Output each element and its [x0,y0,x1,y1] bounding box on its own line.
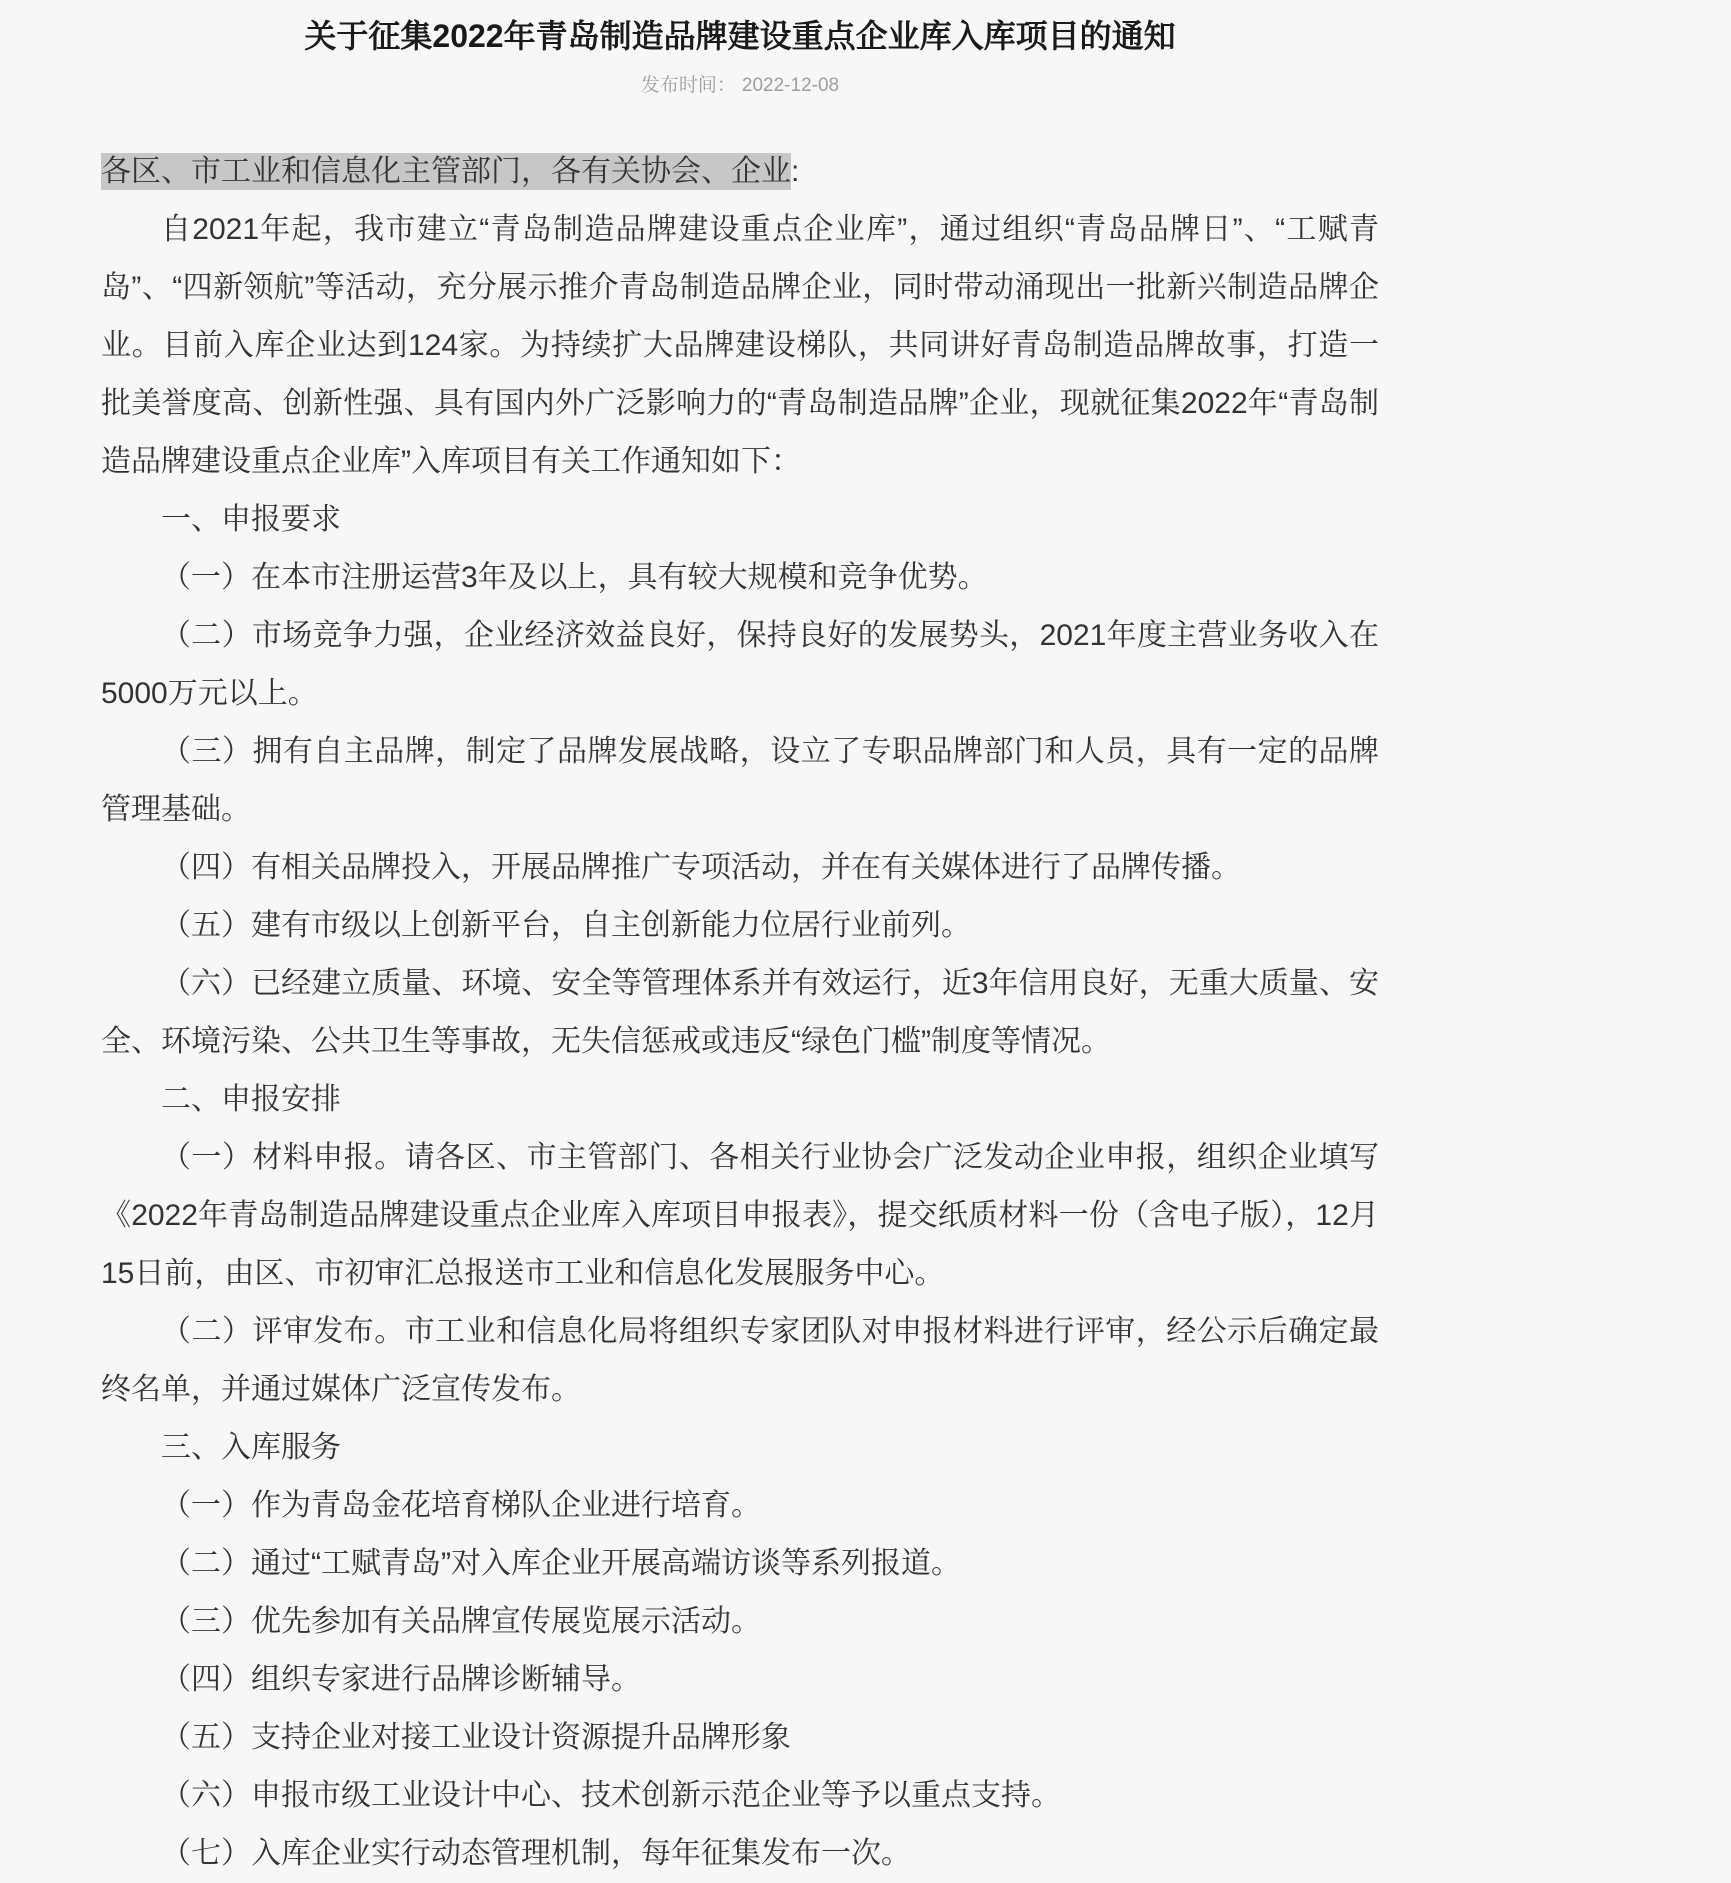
notice-body [101,143,1379,1883]
section-heading-arrangement: 二、申报安排 [161,1082,341,1116]
page-title: 关于征集2022年青岛制造品牌建设重点企业库入库项目的通知 [304,18,1176,54]
section-heading-services: 三、入库服务 [161,1430,341,1464]
notice-content [101,0,1379,1883]
publish-date-line [101,70,1379,97]
service-item-6: （六）申报市级工业设计中心、技术创新示范企业等予以重点支持。 [161,1778,1061,1812]
requirement-item-5: （五）建有市级以上创新平台，自主创新能力位居行业前列。 [161,908,971,942]
salutation [101,143,1379,201]
service-item-5: （五）支持企业对接工业设计资源提升品牌形象 [161,1720,791,1754]
publish-date-value: 2022-12-08 [741,74,840,96]
salutation-colon: : [791,154,800,188]
salutation-highlight: 各区、市工业和信息化主管部门，各有关协会、企业 [101,154,791,188]
requirement-item-3: （三）拥有自主品牌，制定了品牌发展战略，设立了专职品牌部门和人员，具有一定的品牌管理基础。 [101,734,1379,826]
service-item-2: （二）通过“工赋青岛”对入库企业开展高端访谈等系列报道。 [161,1546,961,1580]
arrangement-item-2: （二）评审发布。市工业和信息化局将组织专家团队对申报材料进行评审，经公示后确定最终名单，并通过媒体广泛宣传发布。 [101,1314,1379,1406]
requirement-item-1: （一）在本市注册运营3年及以上，具有较大规模和竞争优势。 [161,560,988,594]
service-item-7: （七）入库企业实行动态管理机制，每年征集发布一次。 [161,1836,911,1870]
publish-date-label: 发布时间： [640,74,736,96]
requirement-item-6: （六）已经建立质量、环境、安全等管理体系并有效运行，近3年信用良好，无重大质量、安全、环境污染、公共卫生等事故，无失信惩戒或违反“绿色门槛”制度等情况。 [101,966,1379,1058]
requirement-item-4: （四）有相关品牌投入，开展品牌推广专项活动，并在有关媒体进行了品牌传播。 [161,850,1241,884]
requirement-item-2: （二）市场竞争力强，企业经济效益良好，保持良好的发展势头，2021年度主营业务收入在5000万元以上。 [101,618,1379,710]
service-item-3: （三）优先参加有关品牌宣传展览展示活动。 [161,1604,761,1638]
service-item-4: （四）组织专家进行品牌诊断辅导。 [161,1662,641,1696]
arrangement-item-1: （一）材料申报。请各区、市主管部门、各相关行业协会广泛发动企业申报，组织企业填写《2022年青岛制造品牌建设重点企业库入库项目申报表》，提交纸质材料一份（含电子版），12月15日前，由区、市初审汇总报送市工业和信息化发展服务中心。 [101,1140,1379,1290]
section-heading-requirements: 一、申报要求 [161,502,341,536]
paragraph-intro: 自2021年起，我市建立“青岛制造品牌建设重点企业库”，通过组织“青岛品牌日”、“工赋青岛”、“四新领航”等活动，充分展示推介青岛制造品牌企业，同时带动涌现出一批新兴制造品牌企业。目前入库企业达到124家。为持续扩大品牌建设梯队，共同讲好青岛制造品牌故事，打造一批美誉度高、创新性强、具有国内外广泛影响力的“青岛制造品牌”企业，现就征集2022年“青岛制造品牌建设重点企业库”入库项目有关工作通知如下： [101,212,1379,478]
service-item-1: （一）作为青岛金花培育梯队企业进行培育。 [161,1488,761,1522]
